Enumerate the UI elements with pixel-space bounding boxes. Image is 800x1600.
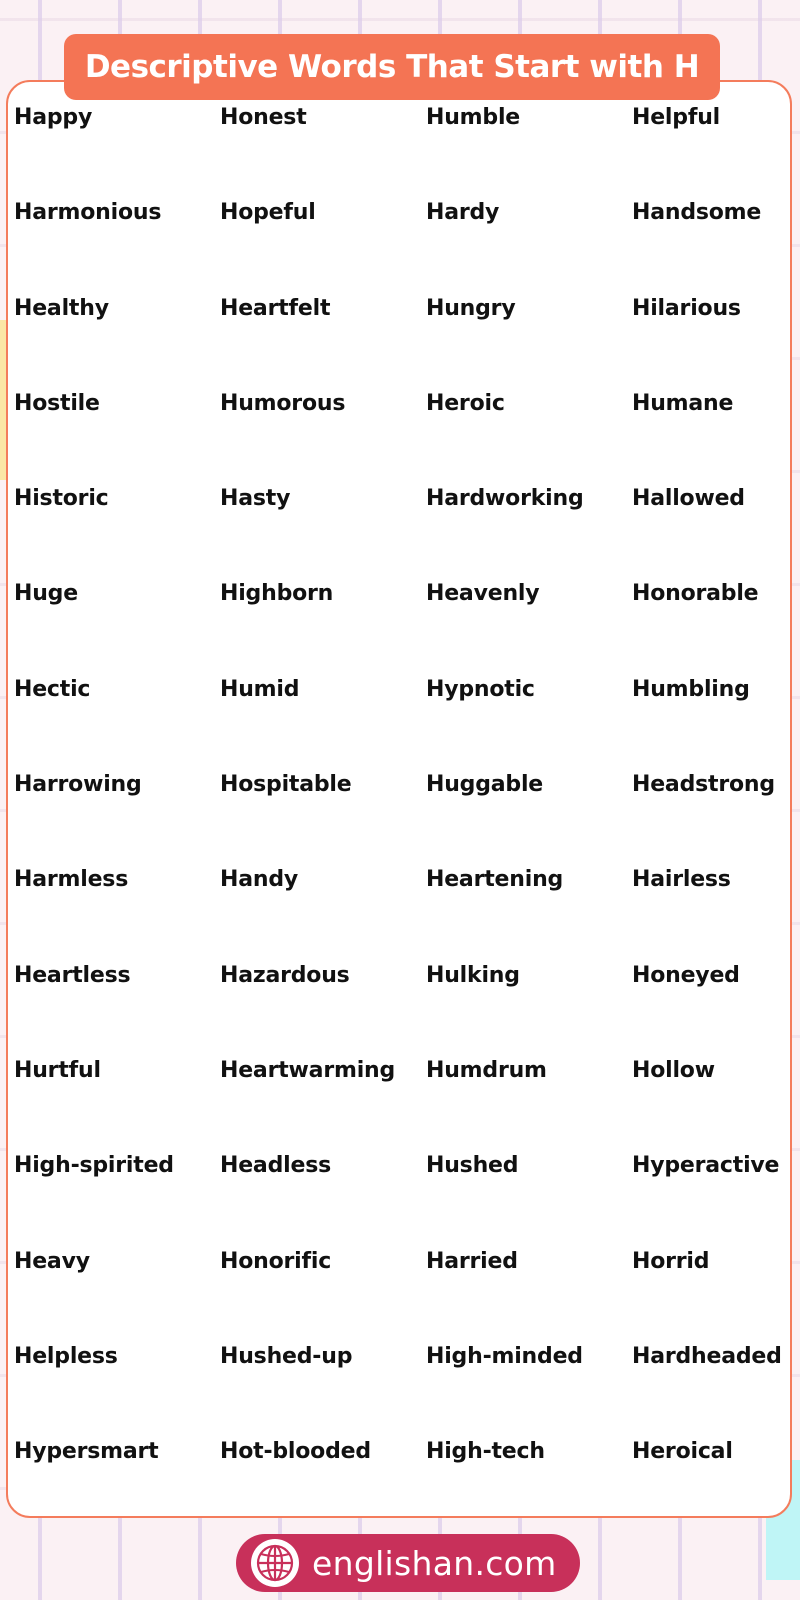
word-item: Heroic bbox=[426, 390, 505, 416]
word-item: Hot-blooded bbox=[220, 1439, 371, 1465]
word-item: Hulking bbox=[426, 962, 520, 988]
word-item: Hushed-up bbox=[220, 1343, 353, 1369]
word-grid bbox=[14, 107, 794, 1536]
word-item: Helpful bbox=[632, 105, 720, 130]
page-title: Descriptive Words That Start with H bbox=[84, 49, 700, 85]
word-item: Heavenly bbox=[426, 581, 540, 607]
word-item: Hallowed bbox=[632, 486, 745, 512]
word-item: Humid bbox=[220, 676, 300, 702]
globe-icon bbox=[250, 1538, 300, 1588]
word-item: Humane bbox=[632, 390, 734, 416]
word-item: Honeyed bbox=[632, 962, 740, 988]
word-item: Huggable bbox=[426, 772, 544, 798]
word-item: Hazardous bbox=[220, 962, 350, 988]
word-item: Hungry bbox=[426, 295, 516, 321]
word-item: Harmonious bbox=[14, 200, 162, 226]
word-item: Humdrum bbox=[426, 1057, 547, 1083]
word-item: Hardworking bbox=[426, 486, 584, 512]
word-item: Humorous bbox=[220, 390, 346, 416]
title-banner bbox=[64, 34, 720, 100]
word-item: Heartfelt bbox=[220, 295, 331, 321]
word-item: Hushed bbox=[426, 1153, 519, 1179]
word-item: Harmless bbox=[14, 867, 129, 893]
word-item: Handsome bbox=[632, 200, 762, 226]
word-item: Hurtful bbox=[14, 1057, 101, 1083]
word-item: Huge bbox=[14, 581, 78, 607]
word-item: Harrowing bbox=[14, 772, 142, 798]
word-item: Humbling bbox=[632, 676, 750, 702]
word-item: High-minded bbox=[426, 1343, 583, 1369]
word-item: Hypersmart bbox=[14, 1439, 159, 1465]
word-item: Honorable bbox=[632, 581, 759, 607]
word-item: Humble bbox=[426, 105, 521, 130]
word-item: Hardy bbox=[426, 200, 500, 226]
word-item: Hostile bbox=[14, 390, 100, 416]
word-item: Headless bbox=[220, 1153, 331, 1179]
word-item: Honest bbox=[220, 105, 307, 130]
word-item: Honorific bbox=[220, 1248, 332, 1274]
word-item: Hasty bbox=[220, 486, 291, 512]
word-item: Highborn bbox=[220, 581, 334, 607]
word-item: Healthy bbox=[14, 295, 109, 321]
word-item: Hollow bbox=[632, 1057, 715, 1083]
word-item: High-spirited bbox=[14, 1153, 174, 1179]
word-item: Happy bbox=[14, 105, 93, 130]
word-item: Heroical bbox=[632, 1439, 733, 1465]
word-item: Heartless bbox=[14, 962, 131, 988]
word-item: Handy bbox=[220, 867, 299, 893]
word-item: Historic bbox=[14, 486, 109, 512]
word-item: Hilarious bbox=[632, 295, 741, 321]
word-item: Hardheaded bbox=[632, 1343, 782, 1369]
word-item: Helpless bbox=[14, 1343, 118, 1369]
word-item: Hairless bbox=[632, 867, 731, 893]
word-item: Heavy bbox=[14, 1248, 90, 1274]
word-item: Hectic bbox=[14, 676, 91, 702]
word-item: Harried bbox=[426, 1248, 518, 1274]
word-item: Hyperactive bbox=[632, 1153, 780, 1179]
word-item: Hypnotic bbox=[426, 676, 535, 702]
website-badge[interactable] bbox=[236, 1534, 580, 1592]
word-item: Hopeful bbox=[220, 200, 316, 226]
word-item: Headstrong bbox=[632, 772, 775, 798]
word-item: Horrid bbox=[632, 1248, 710, 1274]
website-url[interactable]: englishan.com bbox=[312, 1543, 557, 1583]
word-item: High-tech bbox=[426, 1439, 545, 1465]
word-item: Heartening bbox=[426, 867, 564, 893]
word-item: Hospitable bbox=[220, 772, 352, 798]
word-item: Heartwarming bbox=[220, 1057, 396, 1083]
